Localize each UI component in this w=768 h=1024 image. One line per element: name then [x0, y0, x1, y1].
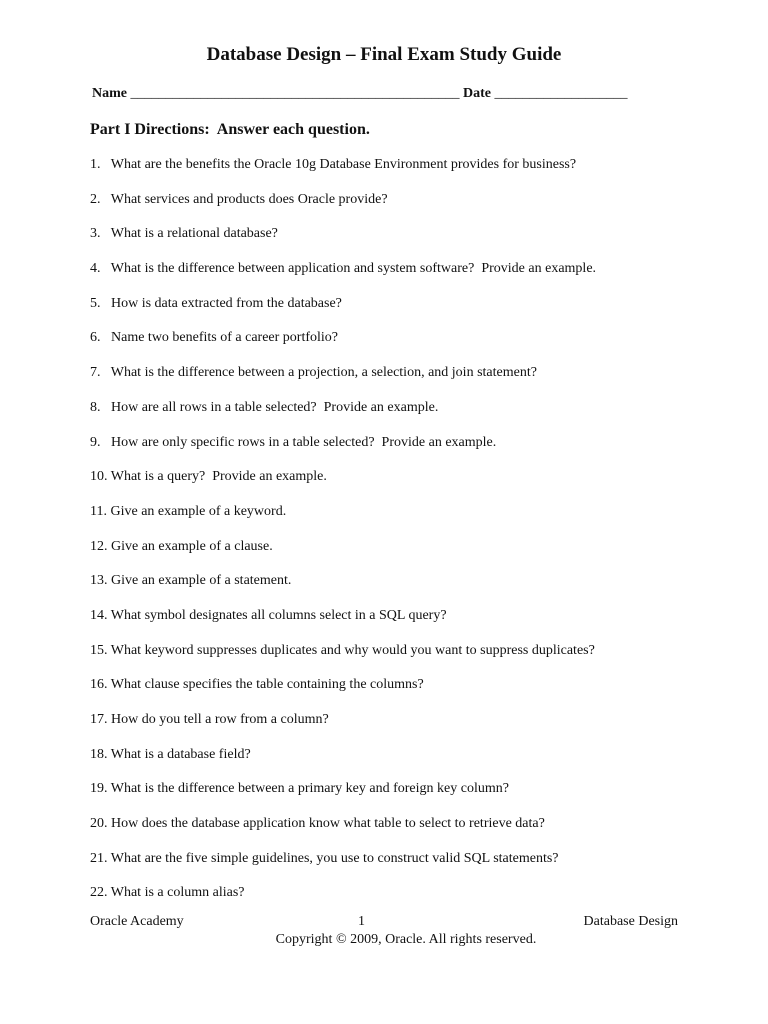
- question-item: 15. What keyword suppresses duplicates and why would you want to suppress duplicates?: [90, 642, 595, 658]
- question-item: 10. What is a query? Provide an example.: [90, 469, 327, 485]
- footer-right-text: Database Design: [583, 914, 678, 929]
- question-item: 1. What are the benefits the Oracle 10g Database Environment provides for business?: [90, 157, 577, 172]
- footer-left-text: Oracle Academy: [90, 914, 184, 929]
- date-label: Date: [463, 86, 491, 101]
- question-list: [90, 156, 690, 919]
- question-item: 4. What is the difference between application and system software? Provide an example.: [90, 261, 597, 277]
- question-item: 6. Name two benefits of a career portfolio?: [90, 330, 339, 346]
- question-item: 18. What is a database field?: [90, 746, 251, 762]
- question-item: 8. How are all rows in a table selected? Provide an example.: [90, 399, 439, 415]
- question-item: 22. What is a column alias?: [90, 885, 245, 901]
- question-item: 14. What symbol designates all columns select in a SQL query?: [90, 607, 447, 623]
- date-blank: ___________________: [494, 86, 628, 101]
- question-item: 19. What is the difference between a primary key and foreign key column?: [90, 781, 509, 797]
- name-blank: _______________________________________________: [130, 86, 460, 101]
- footer-page-number: 1: [358, 914, 365, 929]
- question-item: 7. What is the difference between a projection, a selection, and join statement?: [90, 365, 537, 381]
- question-item: 20. How does the database application know what table to select to retrieve data?: [90, 816, 545, 832]
- question-item: 5. How is data extracted from the database?: [90, 295, 342, 311]
- question-item: 13. Give an example of a statement.: [90, 573, 292, 589]
- document-title: Database Design – Final Exam Study Guide: [206, 44, 562, 65]
- name-label: Name: [92, 86, 127, 101]
- name-date-line: [92, 86, 628, 102]
- question-item: 17. How do you tell a row from a column?: [90, 712, 329, 727]
- footer-copyright: Copyright © 2009, Oracle. All rights reserved.: [275, 932, 537, 947]
- question-item: 12. Give an example of a clause.: [90, 538, 273, 554]
- question-item: 2. What services and products does Oracle provide?: [90, 191, 388, 207]
- question-item: 3. What is a relational database?: [90, 226, 278, 242]
- question-item: 11. Give an example of a keyword.: [90, 503, 287, 519]
- section-heading: Part I Directions: Answer each question.: [90, 121, 370, 138]
- page-footer: [90, 914, 678, 934]
- question-item: 21. What are the five simple guidelines, you use to construct valid SQL statements?: [90, 850, 559, 866]
- question-item: 9. How are only specific rows in a table selected? Provide an example.: [90, 434, 497, 450]
- question-item: 16. What clause specifies the table containing the columns?: [90, 677, 424, 693]
